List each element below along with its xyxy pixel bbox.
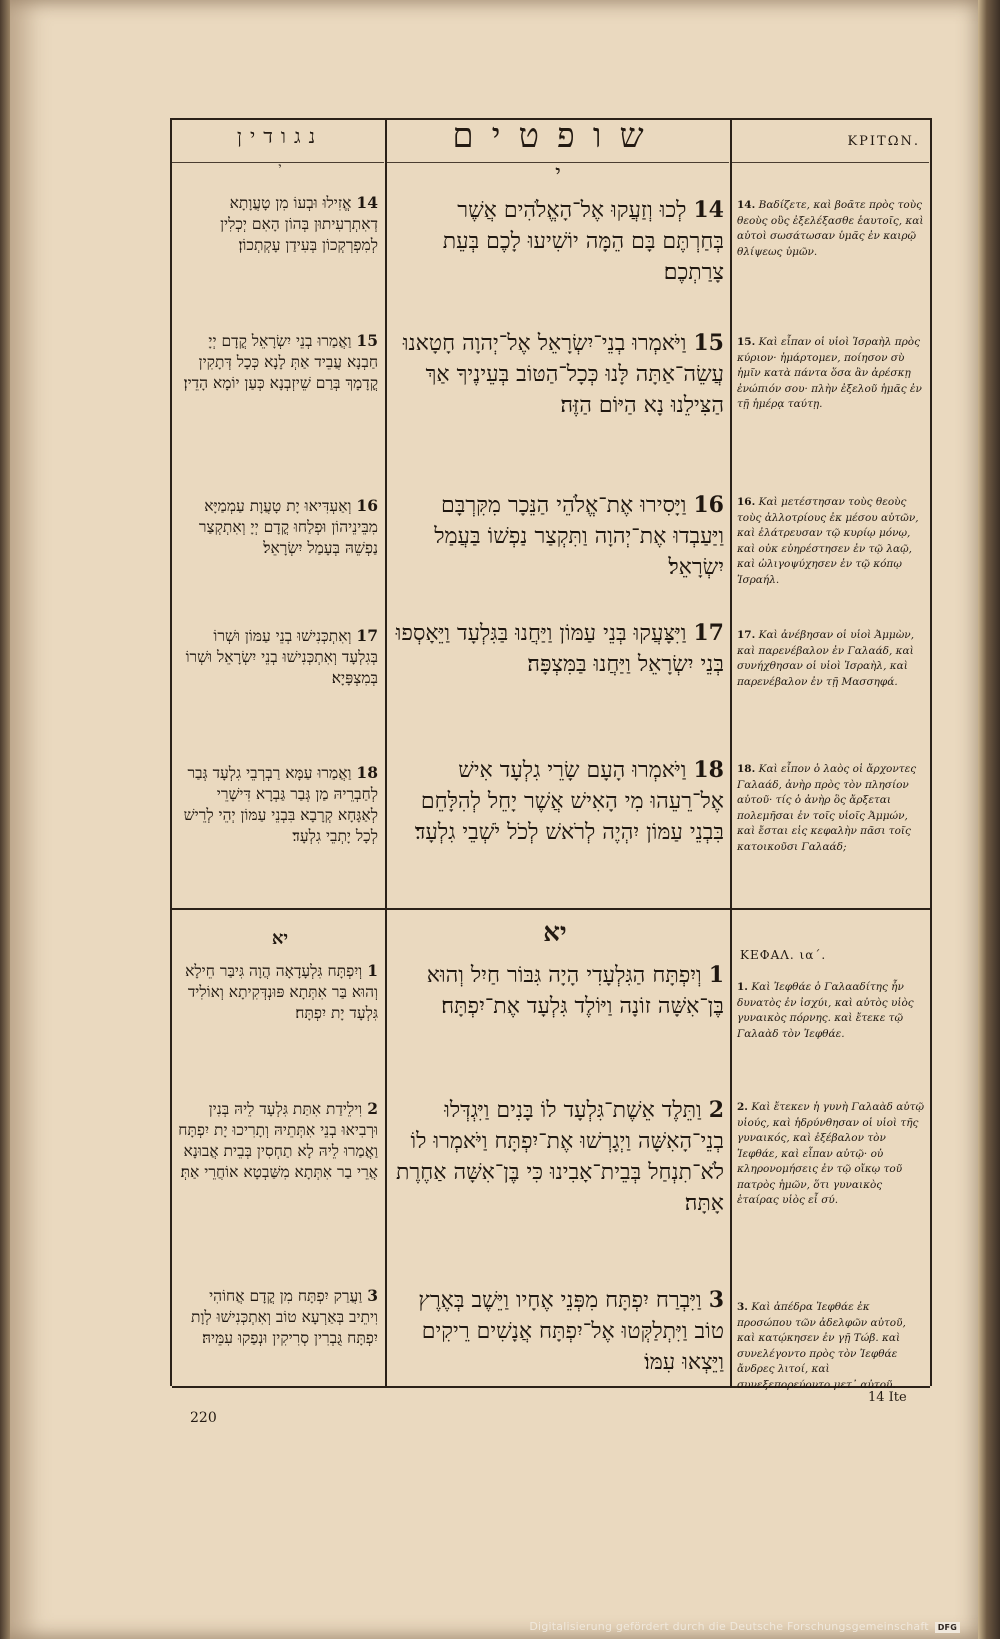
greek-verse: 16. Καὶ μετέστησαν τοὺς θεοὺς τοὺς ἀλλοτρίους ἐκ μέσου αὐτῶν, καὶ ἐλάτρευσαν τῷ κυρίῳ μόνῳ, καὶ οὐκ εὐηρέστησεν ἐν τῷ λαῷ, καὶ ὠλιγοψύχησεν ἐν τῷ κόπῳ Ἰσραήλ. [737,496,919,586]
greek-verse: 15. Καὶ εἶπαν οἱ υἱοὶ Ἰσραὴλ πρὸς κύριον· ἡμάρτομεν, ποίησον σὺ ἡμῖν κατὰ πάντα ὅσα ἂν ἀρέσκῃ ἐνώπιόν σου· πλὴν ἐξελοῦ ἡμᾶς ἐν τῇ ἡμέρᾳ ταύτῃ. [737,336,922,410]
chapter-mark-aramaic-11: יא [271,928,289,949]
header-rule-right [732,162,929,163]
rule-hebrew-greek [730,118,732,1386]
digitization-note: Digitalisierung gefördert durch die Deutsche Forschungsgemeinschaft DFG [529,1620,960,1633]
aramaic-verse: 3 וַעֲרַק יִפְתָּח מִן קֳדָם אֲחוֹהִי וִיתֵיב בְּאַרְעָא טוֹב וְאִתְכְּנִישׁוּ לְוָת יִפְתָּח גֻּבְרִין סְרִיקִין וּנְפַקוּ עִמֵּיהּ׃ [191,1286,378,1347]
aramaic-verse: 15 וַאֲמַרוּ בְנֵי יִשְׂרָאֵל קֳדָם יְיָ חַבְנָא עֲבֵיד אַתְּ לָנָא כְּכָל דְּתָקִין קֳדָמָךְ בְּרַם שֵׁיזְבְנָא כְּעַן יוֹמָא הָדֵין׃ [183,331,378,392]
greek-verse: 2. Καὶ ἔτεκεν ἡ γυνὴ Γαλαὰδ αὐτῷ υἱούς, καὶ ἡδρύνθησαν οἱ υἱοὶ τῆς γυναικός, καὶ ἐξέβαλον τὸν Ἰεφθάε, καὶ εἶπαν αὐτῷ· οὐ κληρονομήσεις ἐν τῷ οἴκῳ τοῦ πατρὸς ἡμῶν, ὅτι γυναικὸς ἑταίρας υἱὸς εἶ σύ. [737,1101,925,1206]
hebrew-verse: 1 וְיִפְתָּח הַגִּלְעָדִי הָיָה גִּבּוֹר חַיִל וְהוּא בֶּן־אִשָּׁה זוֹנָה וַיּוֹלֶד גִּלְעָד אֶת־יִפְתָּח׃ [426,962,724,1019]
greek-verse: 17. Καὶ ἀνέβησαν οἱ υἱοὶ Ἀμμὼν, καὶ παρενέβαλον ἐν Γαλαάδ, καὶ συνήχθησαν οἱ υἱοὶ Ἰσραὴλ, καὶ παρενέβαλον ἐν τῇ Μασσηφά. [737,629,915,688]
catchword: 14 Ite [868,1390,907,1405]
greek-verse: 18. Καὶ εἶπον ὁ λαὸς οἱ ἄρχοντες Γαλαάδ, ἀνὴρ πρὸς τὸν πλησίον αὐτοῦ· τίς ὁ ἀνὴρ ὃς ἄρξεται πολεμῆσαι ἐν τοῖς υἱοῖς Ἀμμών, καὶ ἔσται εἰς κεφαλὴν πᾶσι τοῖς κατοικοῦσι Γαλαάδ; [737,763,917,853]
greek-verse: 3. Καὶ ἀπέδρα Ἰεφθάε ἐκ προσώπου τῶν ἀδελφῶν αὐτοῦ, καὶ κατῴκησεν ἐν γῇ Τώβ. καὶ συνελέγοντο πρὸς τὸν Ἰεφθάε ἄνδρες λιτοί, καὶ συνεξεπορεύοντο μετ᾽ αὐτοῦ. [737,1301,906,1391]
hebrew-verse: 16 וַיָּסִירוּ אֶת־אֱלֹהֵי הַנֵּכָר מִקִּרְבָּם וַיַּעַבְדוּ אֶת־יְהוָה וַתִּקְצַר נַפְשׁוֹ בַּעֲמַל יִשְׂרָאֵל׃ [434,492,724,580]
greek-verse: 14. Βαδίζετε, καὶ βοᾶτε πρὸς τοὺς θεοὺς οὓς ἐξελέξασθε ἑαυτοῖς, καὶ αὐτοὶ σωσάτωσαν ὑμᾶς ἐν καιρῷ θλίψεως ὑμῶν. [737,199,924,258]
chapter-divider [172,908,930,910]
chapter-mark-hebrew-11: יא [543,918,567,948]
rule-right [930,118,932,1386]
aramaic-verse: 18 וַאֲמַרוּ עַמָּא רַבְרְבֵי גִלְעָד גְּבַר לְחַבְרֵיהּ מַן גְּבַר גַּבְרָא דִּישָׁרֵי לְאַגָּחָא קְרָבָא בִּבְנֵי עַמּוֹן יְהֵי לְרֵישׁ לְכָל יָתְבֵי גִלְעָד׃ [183,763,378,845]
page-edge [978,0,1000,1639]
aramaic-verse: 17 וְאִתְכְּנִישׁוּ בְנֵי עַמּוֹן וּשְׁרוֹ בְּגִלְעָד וְאִתְכְּנִישׁוּ בְנֵי יִשְׂרָאֵל וּשְׁרוֹ בְּמִצְפָּיָא׃ [185,626,378,687]
chapter-mark-hebrew-10: י [555,161,561,186]
hebrew-verse: 18 וַיֹּאמְרוּ הָעָם שָׂרֵי גִלְעָד אִישׁ אֶל־רֵעֵהוּ מִי הָאִישׁ אֲשֶׁר יָחֵל לְהִלָּחֵם בִּבְנֵי עַמּוֹן יִהְיֶה לְרֹאשׁ לְכֹל יֹשְׁבֵי גִלְעָד׃ [414,757,724,845]
rule-aramaic-hebrew [385,118,387,1386]
dfg-logo: DFG [935,1622,960,1633]
aramaic-verse: 2 וִילֵידַת אִתַּת גִּלְעָד לֵיהּ בְּנִין וּרְבִיאוּ בְנֵי אִתְּתֵיהּ וְתָרִיכוּ יָת יִפְתָּח וַאֲמַרוּ לֵיהּ לָא תַחְסִין בְּבֵית אֲבוּנָא אֲרֵי בַר אִתְּתָא מִשַּׁבְטָא אוֹחֲרֵי אַתְּ׃ [178,1099,378,1181]
aramaic-verse: 14 אֱזִילוּ וּבְעוֹ מִן טָעֲוָתָא דְאִתְרְעִיתוּן בְּהוֹן הָאִם יְכְלִין לְמִפְרְקְכוֹן בְּעִידַן עָקְתְכוֹן׃ [220,193,378,254]
chapter-mark-aramaic-10: י [278,160,282,174]
hebrew-verse: 2 וַתֵּלֶד אֵשֶׁת־גִּלְעָד לוֹ בָּנִים וַיִּגְדְּלוּ בְנֵי־הָאִשָּׁה וַיְגָרְשׁוּ אֶת־יִפְתָּח וַיֹּאמְרוּ לוֹ לֹא־תִנְחַל בְּבֵית־אָבִינוּ כִּי בֶּן־אִשָּׁה אַחֶרֶת אָתָּה׃ [396,1097,724,1216]
chapter-mark-greek-11: ΚΕΦΑΛ. ια΄. [740,948,827,962]
rule-left [170,118,172,1386]
hebrew-header: שופטים [452,116,662,156]
targum-header: נגודין [236,124,324,148]
hebrew-verse: 14 לְכוּ וְזַעֲקוּ אֶל־הָאֱלֹהִים אֲשֶׁר בְּחַרְתֶּם בָּם הֵמָּה יוֹשִׁיעוּ לָכֶם בְּעֵת צָרַתְכֶם׃ [442,197,724,285]
hebrew-verse: 3 וַיִּבְרַח יִפְתָּח מִפְּנֵי אֶחָיו וַיֵּשֶׁב בְּאֶרֶץ טוֹב וַיִּתְלַקְּטוּ אֶל־יִפְתָּח אֲנָשִׁים רֵיקִים וַיֵּצְאוּ עִמּוֹ׃ [418,1287,724,1375]
aramaic-verse: 1 וְיִפְתָּח גִּלְעָדָאָה הֲוָה גִּיבַּר חֵילָא וְהוּא בַּר אִתְּתָא פּוּנְדְּקִיתָא וְאוֹלִיד גִּלְעָד יָת יִפְתָּח׃ [185,961,378,1022]
page-number: 220 [190,1410,217,1426]
greek-header: ΚΡΙΤΩΝ. [847,134,920,149]
aramaic-verse: 16 וְאַעְדִּיאוּ יָת טָעֲוָת עַמְמַיָּא מִבֵּינֵיהוֹן וּפְלַחוּ קֳדָם יְיָ וְאִתְקְצַר נַפְשֵׁהּ בְּעָמַל יִשְׂרָאֵל׃ [198,496,378,557]
greek-verse: 1. Καὶ Ἰεφθάε ὁ Γαλααδίτης ἦν δυνατὸς ἐν ἰσχύι, καὶ αὐτὸς υἱὸς γυναικὸς πόρνης. καὶ ἔτεκε τῷ Γαλαὰδ τὸν Ἰεφθάε. [737,981,914,1040]
hebrew-verse: 15 וַיֹּאמְרוּ בְנֵי־יִשְׂרָאֵל אֶל־יְהוָה חָטָאנוּ עֲשֵׂה־אַתָּה לָּנוּ כְּכָל־הַטּוֹב בְּעֵינֶיךָ אַךְ הַצִּילֵנוּ נָא הַיּוֹם הַזֶּה׃ [402,330,724,418]
hebrew-verse: 17 וַיִּצָּעֲקוּ בְּנֵי עַמּוֹן וַיַּחֲנוּ בַּגִּלְעָד וַיֵּאָסְפוּ בְּנֵי יִשְׂרָאֵל וַיַּחֲנוּ בַּמִּצְפָּה׃ [395,620,724,677]
